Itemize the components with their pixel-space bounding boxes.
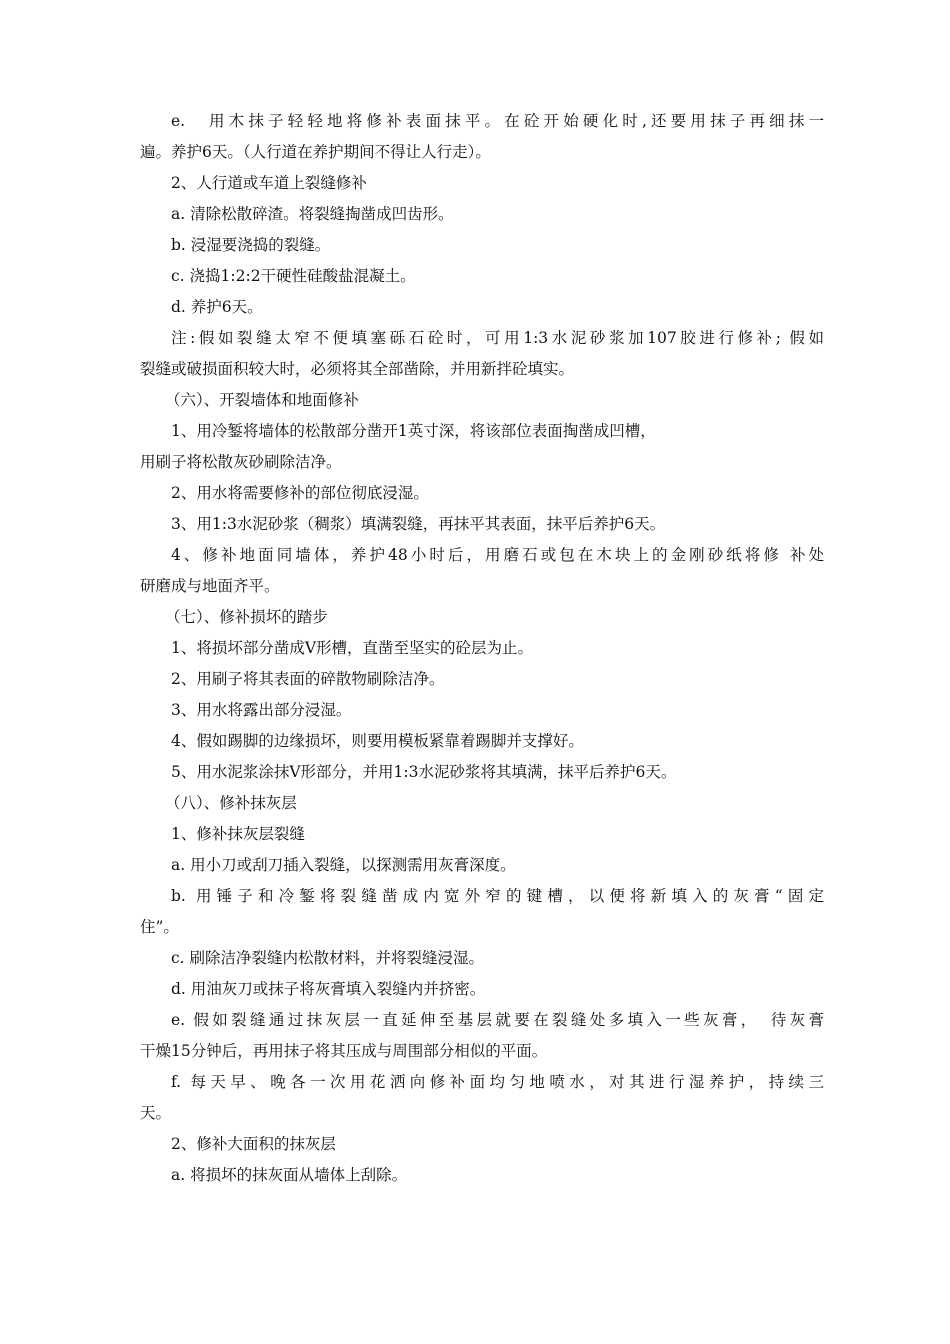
list-item: b. 浸湿要浇捣的裂缝。 — [171, 236, 331, 254]
list-item: 1、将损坏部分凿成V形槽，直凿至坚实的砼层为止。 — [171, 639, 534, 657]
list-item: 2、用水将需要修补的部位彻底浸湿。 — [171, 484, 429, 502]
list-item: d. 用油灰刀或抹子将灰膏填入裂缝内并挤密。 — [171, 980, 486, 998]
list-item: 3、用水将露出部分浸湿。 — [171, 701, 352, 719]
list-item: 天。 — [140, 1104, 172, 1122]
list-item: 4、假如踢脚的边缘损坏，则要用模板紧靠着踢脚并支撑好。 — [171, 732, 584, 750]
para-line: e. 用木抹子轻轻地将修补表面抹平。在砼开始硬化时,还要用抹子再细抹一 — [171, 112, 824, 130]
list-item: a. 清除松散碎渣。将裂缝掏凿成凹齿形。 — [171, 205, 454, 223]
section-heading: （八）、修补抹灰层 — [165, 794, 297, 812]
subsection-heading: 1、修补抹灰层裂缝 — [171, 825, 305, 843]
list-item: c. 浇捣1:2:2干硬性硅酸盐混凝土。 — [171, 267, 416, 285]
list-item: 住”。 — [140, 918, 179, 936]
section-heading: （七）、修补损坏的踏步 — [165, 608, 328, 626]
list-item: e. 假如裂缝通过抹灰层一直延伸至基层就要在裂缝处多填入一些灰膏， 待灰膏 — [171, 1011, 824, 1029]
para-line: 遍。养护6天。（人行道在养护期间不得让人行走）。 — [140, 143, 491, 161]
list-item: 5、用水泥浆涂抹V形部分，并用1:3水泥砂浆将其填满，抹平后养护6天。 — [171, 763, 677, 781]
list-item: 1、用冷錾将墙体的松散部分凿开1英寸深，将该部位表面掏凿成凹槽， — [171, 422, 656, 440]
list-item: 用刷子将松散灰砂刷除洁净。 — [140, 453, 342, 471]
subsection-heading: 2、修补大面积的抹灰层 — [171, 1135, 336, 1153]
note-line: 注:假如裂缝太窄不便填塞砾石砼时，可用1:3水泥砂浆加107胶进行修补; 假如 — [171, 329, 824, 347]
list-item: 干燥15分钟后，再用抹子将其压成与周围部分相似的平面。 — [140, 1042, 548, 1060]
list-item: a. 将损坏的抹灰面从墙体上刮除。 — [171, 1166, 408, 1184]
note-line: 裂缝或破损面积较大时，必须将其全部凿除，并用新拌砼填实。 — [140, 360, 575, 378]
list-item: f. 每天早、晚各一次用花洒向修补面均匀地喷水，对其进行湿养护，持续三 — [171, 1073, 824, 1091]
section-heading: （六）、开裂墙体和地面修补 — [165, 391, 359, 409]
list-item: c. 刷除洁净裂缝内松散材料，并将裂缝浸湿。 — [171, 949, 485, 967]
subsection-heading: 2、人行道或车道上裂缝修补 — [171, 174, 367, 192]
list-item: 4、修补地面同墙体，养护48小时后，用磨石或包在木块上的金刚砂纸将修 补处 — [171, 546, 824, 564]
list-item: 2、用刷子将其表面的碎散物刷除洁净。 — [171, 670, 445, 688]
list-item: 3、用1:3水泥砂浆（稠浆）填满裂缝，再抹平其表面，抹平后养护6天。 — [171, 515, 666, 533]
list-item: a. 用小刀或刮刀插入裂缝，以探测需用灰膏深度。 — [171, 856, 516, 874]
list-item: 研磨成与地面齐平。 — [140, 577, 280, 595]
list-item: b. 用锤子和冷錾将裂缝凿成内宽外窄的键槽，以便将新填入的灰膏“固定 — [171, 887, 824, 905]
document-body — [140, 106, 824, 1191]
list-item: d. 养护6天。 — [171, 298, 263, 316]
